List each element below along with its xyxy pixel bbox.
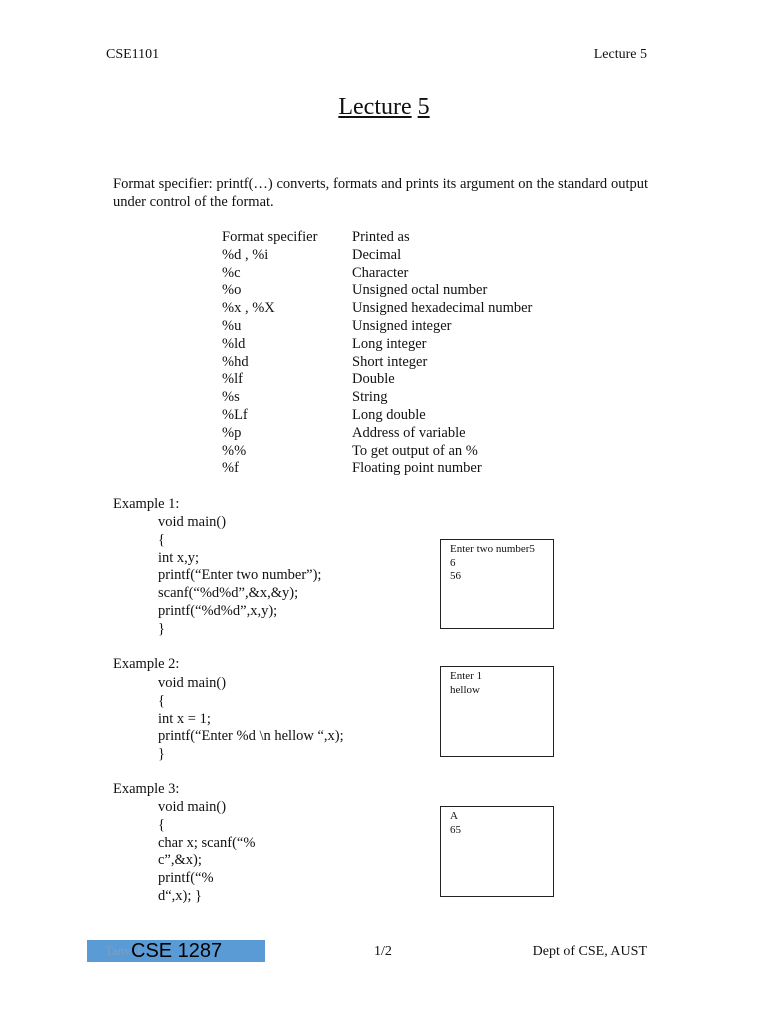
code-line: } xyxy=(158,746,165,763)
specifier-cell: %d , %i xyxy=(222,246,269,263)
code-line: c”,&x); xyxy=(158,852,202,869)
output-line: A xyxy=(450,810,458,822)
printed-as-cell: Character xyxy=(352,264,409,281)
header-lecture-label: Lecture 5 xyxy=(593,47,647,62)
printed-as-cell: Floating point number xyxy=(352,460,482,477)
code-line: int x = 1; xyxy=(158,710,211,727)
example-2-code xyxy=(158,675,344,764)
code-line: } xyxy=(158,620,165,637)
specifier-cell: %s xyxy=(222,389,240,406)
code-line: printf(“Enter %d \n hellow “,x); xyxy=(158,728,344,745)
code-line: void main() xyxy=(158,799,227,815)
code-line: int x,y; xyxy=(158,549,200,566)
code-line: char x; scanf(“% xyxy=(158,834,256,851)
code-line: printf(“%d%d”,x,y); xyxy=(158,602,278,619)
output-line: 65 xyxy=(450,823,461,836)
code-line: void main() xyxy=(158,514,227,530)
printed-as-cell: Long double xyxy=(352,406,426,423)
printed-as-cell: Unsigned integer xyxy=(352,317,452,334)
example-3-label: Example 3: xyxy=(113,781,180,797)
output-line: 6 xyxy=(450,556,456,569)
printed-as-cell: Double xyxy=(352,371,395,388)
specifier-cell: %f xyxy=(222,460,239,477)
printed-as-cell: Decimal xyxy=(352,246,402,263)
page-title xyxy=(0,94,768,121)
footer-badge-label: CSE 1287 xyxy=(131,940,223,962)
printed-as-cell: Unsigned hexadecimal number xyxy=(352,300,533,317)
title-word: Lecture xyxy=(338,94,412,120)
printed-as-cell: Long integer xyxy=(352,335,427,352)
specifier-cell: %c xyxy=(222,264,241,281)
printed-as-cell: Unsigned octal number xyxy=(352,282,488,299)
example-1-label: Example 1: xyxy=(113,496,180,512)
code-line: { xyxy=(158,692,165,709)
specifier-cell: %ld xyxy=(222,335,246,352)
code-line: void main() xyxy=(158,675,227,691)
footer-department: Dept of CSE, AUST xyxy=(532,944,647,959)
specifier-cell: %Lf xyxy=(222,406,248,423)
footer-ghost-text: Tanv d xyxy=(105,943,141,958)
header-course-code: CSE1101 xyxy=(106,47,160,62)
specifier-cell: %o xyxy=(222,282,242,299)
example-1-code xyxy=(158,514,321,639)
code-line: printf(“% xyxy=(158,870,214,887)
example-3-code xyxy=(158,799,255,906)
code-line: scanf(“%d%d”,&x,&y); xyxy=(158,585,299,602)
output-line: hellow xyxy=(450,683,480,696)
footer-page-number: 1/2 xyxy=(374,944,392,959)
specifier-cell: %lf xyxy=(222,371,243,388)
table-header-specifier: Format specifier xyxy=(222,229,318,245)
specifier-cell: %u xyxy=(222,317,242,334)
printed-as-cell: String xyxy=(352,389,388,406)
example-2-label: Example 2: xyxy=(113,656,180,672)
example-3-output-box xyxy=(440,806,554,897)
printed-as-cell: Address of variable xyxy=(352,424,466,441)
table-header-printed-as: Printed as xyxy=(352,229,410,245)
output-line: Enter two number5 xyxy=(450,543,535,555)
specifier-cell: %x , %X xyxy=(222,300,275,317)
specifier-cell: %hd xyxy=(222,353,249,370)
code-line: d“,x); } xyxy=(158,887,203,904)
printed-as-cell: Short integer xyxy=(352,353,428,370)
code-line: printf(“Enter two number”); xyxy=(158,567,322,584)
specifier-cell: %% xyxy=(222,442,247,459)
title-number: 5 xyxy=(417,94,430,120)
specifier-cell: %p xyxy=(222,424,242,441)
example-2-output-box xyxy=(440,666,554,757)
intro-paragraph: Format specifier: printf(…) converts, formats and prints its argument on the standard output under control of the format. xyxy=(113,176,648,210)
example-1-output-box xyxy=(440,539,554,629)
output-line: Enter 1 xyxy=(450,670,483,682)
printed-as-cell: To get output of an % xyxy=(352,442,478,459)
output-line: 56 xyxy=(450,570,461,582)
footer-course-badge xyxy=(87,940,265,962)
code-line: { xyxy=(158,816,165,833)
code-line: { xyxy=(158,531,165,548)
